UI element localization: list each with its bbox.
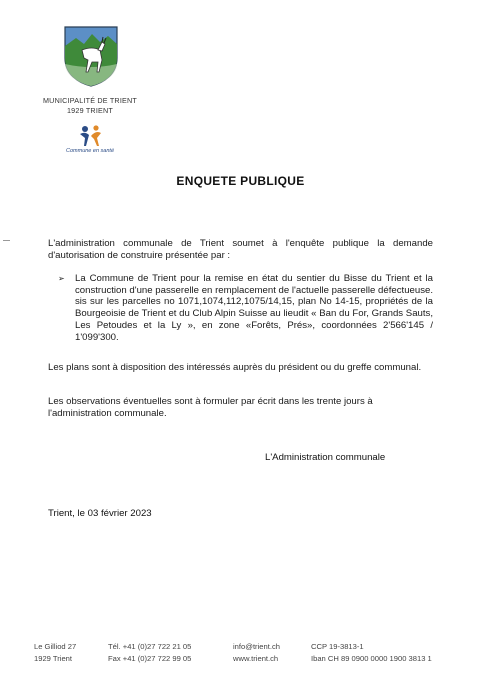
intro-paragraph: L'administration communale de Trient soumet à l'enquête publique la demande d'autorisation de construire présentée par : — [48, 238, 433, 261]
footer-email[interactable]: info@trient.ch — [233, 642, 280, 651]
observations-paragraph: Les observations éventuelles sont à formuler par écrit dans les trente jours à l'administration communale. — [48, 396, 373, 419]
footer-phone: Tél. +41 (0)27 722 21 05 — [108, 642, 192, 651]
plans-paragraph: Les plans sont à disposition des intéressés auprès du président ou du greffe communal. — [48, 362, 422, 373]
health-label: Commune en santé — [66, 148, 114, 154]
footer-bank-block — [311, 641, 432, 664]
municipality-postcode: 1929 TRIENT — [66, 106, 113, 115]
date-line: Trient, le 03 février 2023 — [48, 508, 152, 519]
page-title: ENQUETE PUBLIQUE — [176, 174, 305, 188]
margin-mark — [3, 240, 10, 241]
footer-phone-block — [108, 641, 191, 664]
chamois-coat-of-arms-icon — [62, 24, 120, 88]
footer-address — [34, 641, 76, 664]
footer-street: Le Gilliod 27 — [34, 642, 77, 651]
footer-iban: Iban CH 89 0900 0000 1900 3813 1 — [311, 653, 432, 663]
footer-ccp: CCP 19-3813-1 — [311, 642, 364, 651]
municipality-name: MUNICIPALITÉ DE TRIENT — [43, 96, 137, 105]
footer-city: 1929 Trient — [34, 653, 72, 663]
arrow-bullet-icon: ➢ — [58, 274, 65, 283]
signature-line: L'Administration communale — [265, 452, 386, 463]
footer-contact-block — [233, 641, 280, 664]
commune-en-sante-logo-icon — [76, 124, 104, 148]
footer-fax: Fax +41 (0)27 722 99 05 — [108, 653, 192, 663]
footer-website[interactable]: www.trient.ch — [233, 653, 279, 663]
request-bullet-text: La Commune de Trient pour la remise en état du sentier du Bisse du Trient et la construction d'une passerelle en remplacement de l'actuelle passerelle défectueuse. sis sur les parcelles no 1071,1074,112,1075/14,15, plan No 14-15, propriétés de la Bourgeoisie de Trient et du Club Alpin Suisse au lieudit « Ban du For, Grands Sauts, Les Petoudes et la Ly », en zone «Forêts, Prés», coordonnées 2'566'145 / 1'099'300. — [75, 273, 433, 343]
